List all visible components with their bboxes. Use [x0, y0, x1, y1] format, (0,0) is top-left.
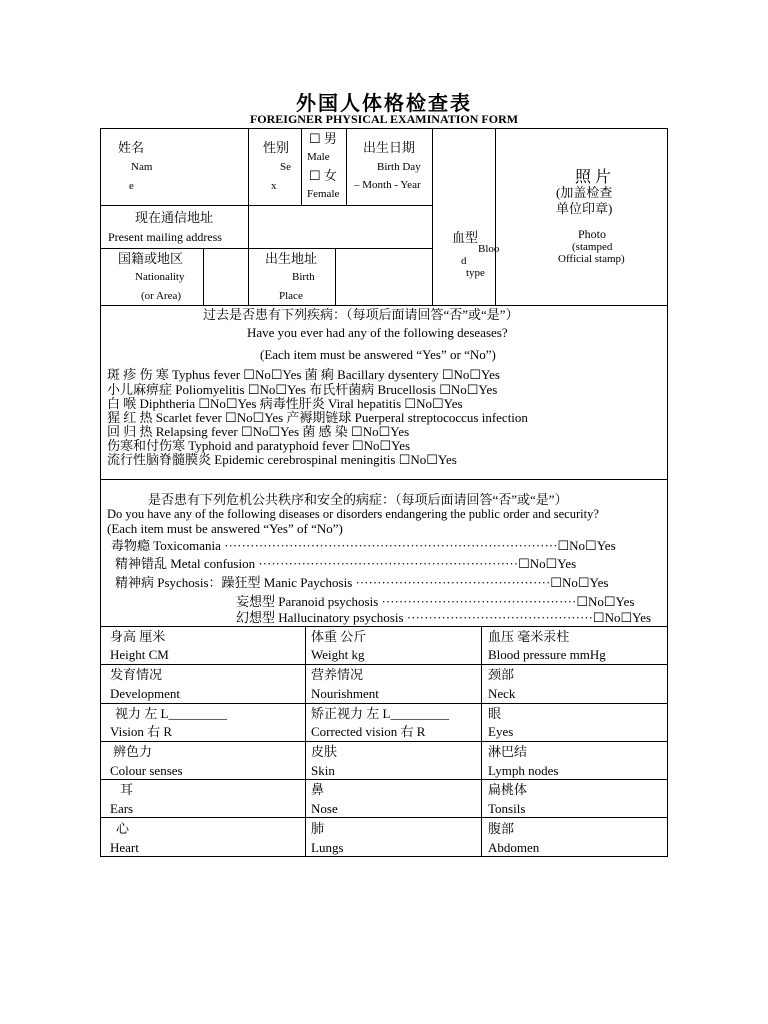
- birthdate-label-en: Birth Day: [377, 161, 421, 173]
- disease-line[interactable]: 流行性脑脊髓膜炎 Epidemic cerebrospinal meningitis ☐No☐Yes: [107, 452, 457, 467]
- colour-senses-label-en: Colour senses: [110, 763, 183, 778]
- skin-label-en: Skin: [311, 763, 335, 778]
- birthplace-label-en: Birth: [292, 271, 315, 283]
- nationality-label-en-2: (or Area): [141, 290, 182, 302]
- name-label-zh: 姓名: [118, 140, 145, 155]
- grid-line: [100, 626, 668, 627]
- neck-label-en: Neck: [488, 686, 516, 701]
- male-checkbox[interactable]: ☐ 男: [309, 131, 337, 146]
- danger-instruction: (Each item must be answered “Yes” of “No”): [107, 521, 343, 536]
- grid-line: [335, 248, 336, 306]
- birthdate-label-zh: 出生日期: [363, 140, 416, 155]
- height-label-en: Height CM: [110, 647, 169, 662]
- tonsils-label-en: Tonsils: [488, 801, 526, 816]
- grid-line: [100, 305, 668, 306]
- ears-label-en: Ears: [110, 801, 134, 816]
- name-label-en: Nam: [131, 161, 153, 173]
- grid-line: [495, 128, 496, 306]
- grid-line: [248, 205, 249, 249]
- danger-line[interactable]: 毒物瘾 Toxicomania ·············································································☐No☐Yes: [111, 538, 616, 553]
- frame-top: [100, 128, 668, 129]
- address-label-zh: 现在通信地址: [135, 210, 214, 225]
- disease-line[interactable]: 猩 红 热 Scarlet fever ☐No☐Yes 产褥期链球 Puerperal streptococcus infection: [107, 410, 528, 425]
- disease-line[interactable]: 小儿麻痹症 Poliomyelitis ☐No☐Yes 布氏杆菌病 Brucellosis ☐No☐Yes: [107, 382, 498, 397]
- skin-label-zh: 皮肤: [311, 744, 338, 759]
- female-checkbox[interactable]: ☐ 女: [309, 168, 337, 183]
- name-label-en-2: e: [129, 180, 134, 192]
- nose-label-zh: 鼻: [311, 782, 325, 797]
- frame-left: [100, 128, 101, 857]
- eyes-label-zh: 眼: [488, 706, 502, 721]
- nourishment-label-zh: 营养情况: [311, 667, 364, 682]
- vision-label-zh: 视力 左 L_________: [115, 706, 227, 721]
- neck-label-zh: 颈部: [488, 667, 515, 682]
- corrected-vision-label-zh: 矫正视力 左 L_________: [311, 706, 449, 721]
- danger-line[interactable]: 精神病 Psychosis：躁狂型 Manic Paychosis ·············································☐No☐Yes: [115, 575, 609, 590]
- grid-line: [248, 248, 249, 306]
- birthdate-label-en-2: – Month - Year: [354, 179, 421, 191]
- photo-note-2: 单位印章): [556, 201, 613, 216]
- nationality-label-en: Nationality: [135, 271, 185, 283]
- nationality-label-zh: 国籍或地区: [118, 251, 184, 266]
- ears-label-zh: 耳: [120, 782, 134, 797]
- blood-label-en-3: type: [466, 267, 485, 279]
- vision-label-en: Vision 右 R: [110, 724, 173, 739]
- birthplace-label-en-2: Place: [279, 290, 303, 302]
- eyes-label-en: Eyes: [488, 724, 514, 739]
- lungs-label-en: Lungs: [311, 840, 344, 855]
- male-label: Male: [307, 151, 330, 163]
- sex-label-en: Se: [280, 161, 291, 173]
- danger-heading-en: Do you have any of the following diseases or disorders endangering the public order and security?: [107, 507, 599, 521]
- weight-label-zh: 体重 公斤: [311, 629, 367, 644]
- disease-line[interactable]: 白 喉 Diphtheria ☐No☐Yes 病毒性肝炎 Viral hepatitis ☐No☐Yes: [107, 396, 463, 411]
- abdomen-label-en: Abdomen: [488, 840, 540, 855]
- sex-label-en-2: x: [271, 180, 277, 192]
- tonsils-label-zh: 扁桃体: [488, 782, 528, 797]
- heart-label-zh: 心: [116, 821, 130, 836]
- lymph-nodes-label-zh: 淋巴结: [488, 744, 528, 759]
- grid-line: [248, 128, 249, 205]
- weight-label-en: Weight kg: [311, 647, 365, 662]
- blood-pressure-label-zh: 血压 毫米汞柱: [488, 629, 570, 644]
- development-label-en: Development: [110, 686, 181, 701]
- disease-line[interactable]: 回 归 热 Relapsing fever ☐No☐Yes 菌 感 染 ☐No☐Yes: [107, 424, 410, 439]
- blood-pressure-label-en: Blood pressure mmHg: [488, 647, 606, 662]
- address-label-en: Present mailing address: [108, 230, 222, 244]
- height-label-zh: 身高 厘米: [110, 629, 166, 644]
- diseases-heading-zh: 过去是否患有下列疾病：（每项后面请回答“否”或“是”）: [203, 307, 519, 322]
- photo-label-en-3: Official stamp): [558, 253, 625, 265]
- colour-senses-label-zh: 辨色力: [113, 744, 153, 759]
- grid-line: [100, 664, 668, 665]
- corrected-vision-label-en: Corrected vision 右 R: [311, 724, 426, 739]
- danger-heading-zh: 是否患有下列危机公共秩序和安全的病症：（每项后面请回答“否”或“是”）: [148, 492, 568, 507]
- heart-label-en: Heart: [110, 840, 139, 855]
- photo-label-en: Photo: [578, 227, 607, 241]
- birthplace-label-zh: 出生地址: [265, 251, 318, 266]
- blood-label-en: Bloo: [478, 243, 500, 255]
- form-title-zh: 外国人体格检查表: [296, 93, 472, 115]
- disease-line[interactable]: 斑 疹 伤 寒 Typhus fever ☐No☐Yes 菌 痢 Bacillary dysentery ☐No☐Yes: [107, 367, 500, 382]
- frame-bottom: [100, 856, 668, 857]
- photo-label-zh: 照 片: [575, 169, 612, 186]
- grid-line: [100, 703, 668, 704]
- grid-line: [100, 479, 668, 480]
- frame-right: [667, 128, 668, 857]
- blood-label-en-2: d: [461, 255, 467, 267]
- grid-line: [100, 779, 668, 780]
- diseases-heading-en: Have you ever had any of the following deseases?: [247, 325, 508, 340]
- danger-line[interactable]: 妄想型 Paranoid psychosis ·············································☐No☐Yes: [236, 594, 635, 609]
- danger-line[interactable]: 幻想型 Hallucinatory psychosis ···········································☐No☐Yes: [236, 610, 652, 625]
- grid-line: [432, 128, 433, 306]
- grid-line: [301, 128, 302, 205]
- photo-note-1: (加盖检查: [556, 185, 613, 200]
- danger-line[interactable]: 精神错乱 Metal confusion ····························································☐No☐Yes: [115, 556, 577, 571]
- grid-line: [346, 128, 347, 205]
- grid-line: [203, 248, 204, 306]
- grid-line: [100, 248, 433, 249]
- nourishment-label-en: Nourishment: [311, 686, 379, 701]
- sex-label-zh: 性别: [263, 140, 290, 155]
- lungs-label-zh: 肺: [311, 821, 325, 836]
- female-label: Female: [307, 188, 340, 200]
- nose-label-en: Nose: [311, 801, 338, 816]
- blood-label-zh: 血型: [452, 230, 479, 245]
- lymph-nodes-label-en: Lymph nodes: [488, 763, 559, 778]
- form-title-en: FOREIGNER PHYSICAL EXAMINATION FORM: [249, 112, 519, 126]
- grid-line: [100, 205, 433, 206]
- disease-line[interactable]: 伤寒和付伤寒 Typhoid and paratyphoid fever ☐No☐Yes: [107, 438, 411, 453]
- diseases-instruction: (Each item must be answered “Yes” or “No”): [260, 347, 496, 362]
- grid-line: [100, 817, 668, 818]
- photo-label-en-2: (stamped: [572, 241, 613, 253]
- development-label-zh: 发育情况: [110, 667, 163, 682]
- grid-line: [100, 741, 668, 742]
- abdomen-label-zh: 腹部: [488, 821, 515, 836]
